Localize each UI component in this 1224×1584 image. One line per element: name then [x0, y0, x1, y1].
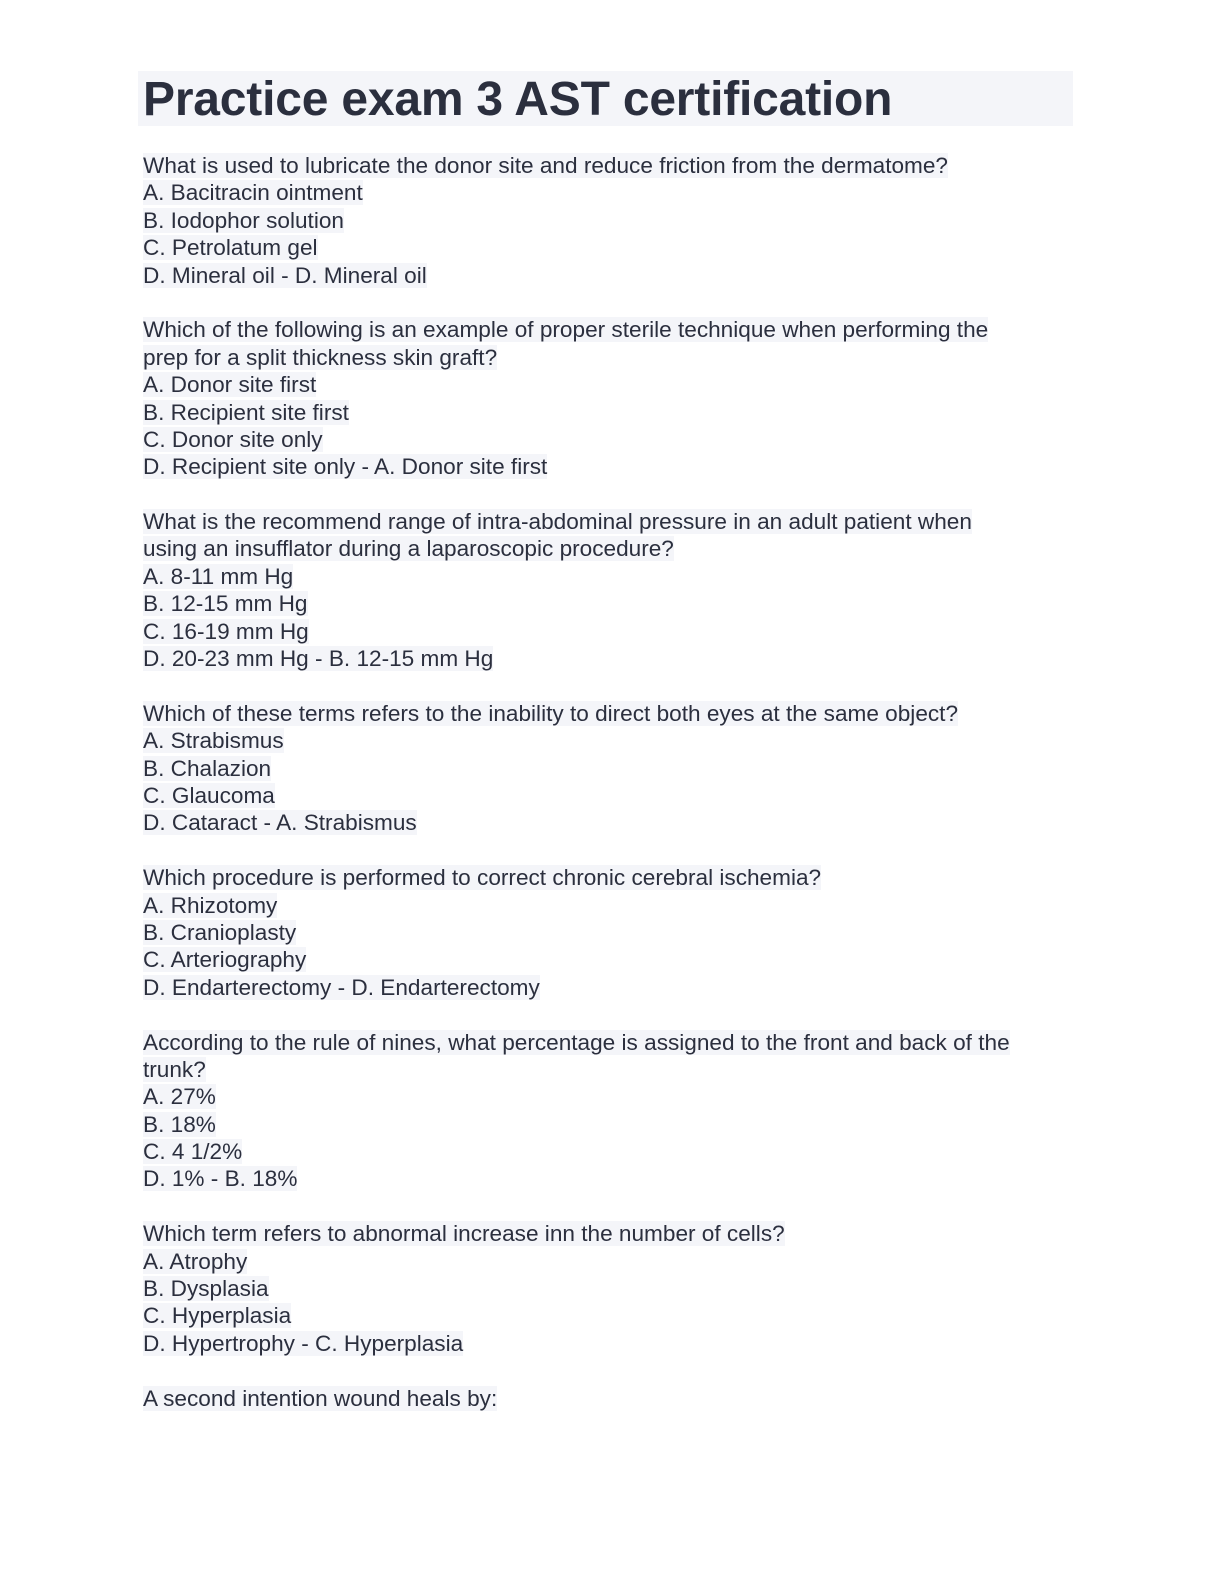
- question-prompt-line: [143, 535, 1078, 562]
- answer-option-line: [143, 563, 1078, 590]
- question-prompt-text: What is used to lubricate the donor site and reduce friction from the dermatome?: [143, 153, 949, 178]
- answer-option-text: C. 4 1/2%: [143, 1139, 243, 1165]
- answer-option-line: [143, 727, 1078, 754]
- answer-option-text: A. 27%: [143, 1084, 216, 1110]
- answer-option-text: D. 20-23 mm Hg - B. 12-15 mm Hg: [143, 646, 494, 672]
- title-band: [138, 71, 1073, 126]
- answer-option-line: [143, 1275, 1078, 1302]
- answer-option-line: [143, 1083, 1078, 1110]
- question-prompt-line: [143, 316, 1078, 343]
- question-block: [143, 1029, 1078, 1193]
- answer-option-line: [143, 453, 1078, 480]
- answer-option-text: D. Cataract - A. Strabismus: [143, 810, 417, 836]
- page-title: Practice exam 3 AST certification: [143, 73, 893, 126]
- answer-option-text: B. 12-15 mm Hg: [143, 591, 308, 617]
- answer-option-line: [143, 919, 1078, 946]
- answer-option-text: B. Cranioplasty: [143, 919, 297, 945]
- answer-option-line: [143, 782, 1078, 809]
- question-prompt-text: A second intention wound heals by:: [143, 1385, 498, 1411]
- question-list: [143, 152, 1078, 1439]
- answer-option-line: [143, 946, 1078, 973]
- question-prompt-text: Which of these terms refers to the inability to direct both eyes at the same object?: [143, 700, 959, 726]
- answer-option-text: C. Petrolatum gel: [143, 235, 318, 261]
- answer-option-text: C. Glaucoma: [143, 782, 275, 808]
- answer-option-line: [143, 645, 1078, 672]
- question-block: [143, 316, 1078, 480]
- question-prompt-line: [143, 1029, 1078, 1056]
- answer-option-line: [143, 618, 1078, 645]
- answer-option-text: B. Chalazion: [143, 755, 272, 781]
- answer-option-line: [143, 234, 1078, 261]
- answer-option-text: A. 8-11 mm Hg: [143, 563, 294, 589]
- answer-option-line: [143, 892, 1078, 919]
- question-block: [143, 700, 1078, 837]
- question-prompt-line: [143, 1385, 1078, 1412]
- answer-option-line: [143, 262, 1078, 289]
- question-block: [143, 152, 1078, 289]
- question-prompt-text: What is the recommend range of intra-abdominal pressure in an adult patient when: [143, 509, 972, 535]
- answer-option-line: [143, 1111, 1078, 1138]
- question-prompt-line: [143, 700, 1078, 727]
- question-prompt-text: Which of the following is an example of proper sterile technique when performing the: [143, 317, 989, 343]
- answer-option-line: [143, 809, 1078, 836]
- answer-option-text: D. Recipient site only - A. Donor site first: [143, 454, 548, 480]
- question-prompt-text: trunk?: [143, 1056, 206, 1082]
- question-prompt-line: [143, 864, 1078, 891]
- answer-option-line: [143, 207, 1078, 234]
- question-prompt-line: [143, 508, 1078, 535]
- question-prompt-line: [143, 152, 1078, 179]
- answer-option-text: A. Bacitracin ointment: [143, 180, 363, 206]
- answer-option-text: A. Donor site first: [143, 372, 317, 398]
- answer-option-line: [143, 1248, 1078, 1275]
- answer-option-line: [143, 1302, 1078, 1329]
- answer-option-text: D. Hypertrophy - C. Hyperplasia: [143, 1330, 464, 1356]
- question-prompt-text: using an insufflator during a laparoscopic procedure?: [143, 536, 674, 562]
- question-block: [143, 1220, 1078, 1357]
- question-prompt-text: prep for a split thickness skin graft?: [143, 344, 498, 370]
- question-prompt-line: [143, 344, 1078, 371]
- answer-option-line: [143, 1165, 1078, 1192]
- answer-option-text: C. Arteriography: [143, 947, 307, 973]
- answer-option-line: [143, 179, 1078, 206]
- answer-option-text: B. 18%: [143, 1111, 216, 1137]
- answer-option-text: A. Rhizotomy: [143, 892, 278, 918]
- answer-option-line: [143, 590, 1078, 617]
- question-block: [143, 508, 1078, 672]
- answer-option-text: B. Iodophor solution: [143, 207, 344, 233]
- answer-option-line: [143, 755, 1078, 782]
- answer-option-text: C. Donor site only: [143, 426, 323, 452]
- answer-option-text: C. 16-19 mm Hg: [143, 618, 309, 644]
- answer-option-text: A. Atrophy: [143, 1248, 248, 1274]
- question-block: [143, 1385, 1078, 1412]
- answer-option-text: D. Mineral oil - D. Mineral oil: [143, 262, 427, 288]
- question-prompt-text: According to the rule of nines, what percentage is assigned to the front and back of the: [143, 1029, 1010, 1055]
- question-prompt-line: [143, 1220, 1078, 1247]
- answer-option-line: [143, 1330, 1078, 1357]
- answer-option-line: [143, 974, 1078, 1001]
- question-prompt-text: Which term refers to abnormal increase inn the number of cells?: [143, 1221, 785, 1247]
- answer-option-text: C. Hyperplasia: [143, 1303, 292, 1329]
- answer-option-text: D. 1% - B. 18%: [143, 1166, 298, 1192]
- answer-option-line: [143, 371, 1078, 398]
- answer-option-text: D. Endarterectomy - D. Endarterectomy: [143, 974, 540, 1000]
- answer-option-line: [143, 399, 1078, 426]
- answer-option-line: [143, 426, 1078, 453]
- answer-option-text: B. Recipient site first: [143, 399, 349, 425]
- question-prompt-text: Which procedure is performed to correct chronic cerebral ischemia?: [143, 865, 822, 891]
- answer-option-line: [143, 1138, 1078, 1165]
- answer-option-text: B. Dysplasia: [143, 1276, 269, 1302]
- question-prompt-line: [143, 1056, 1078, 1083]
- answer-option-text: A. Strabismus: [143, 728, 284, 754]
- question-block: [143, 864, 1078, 1001]
